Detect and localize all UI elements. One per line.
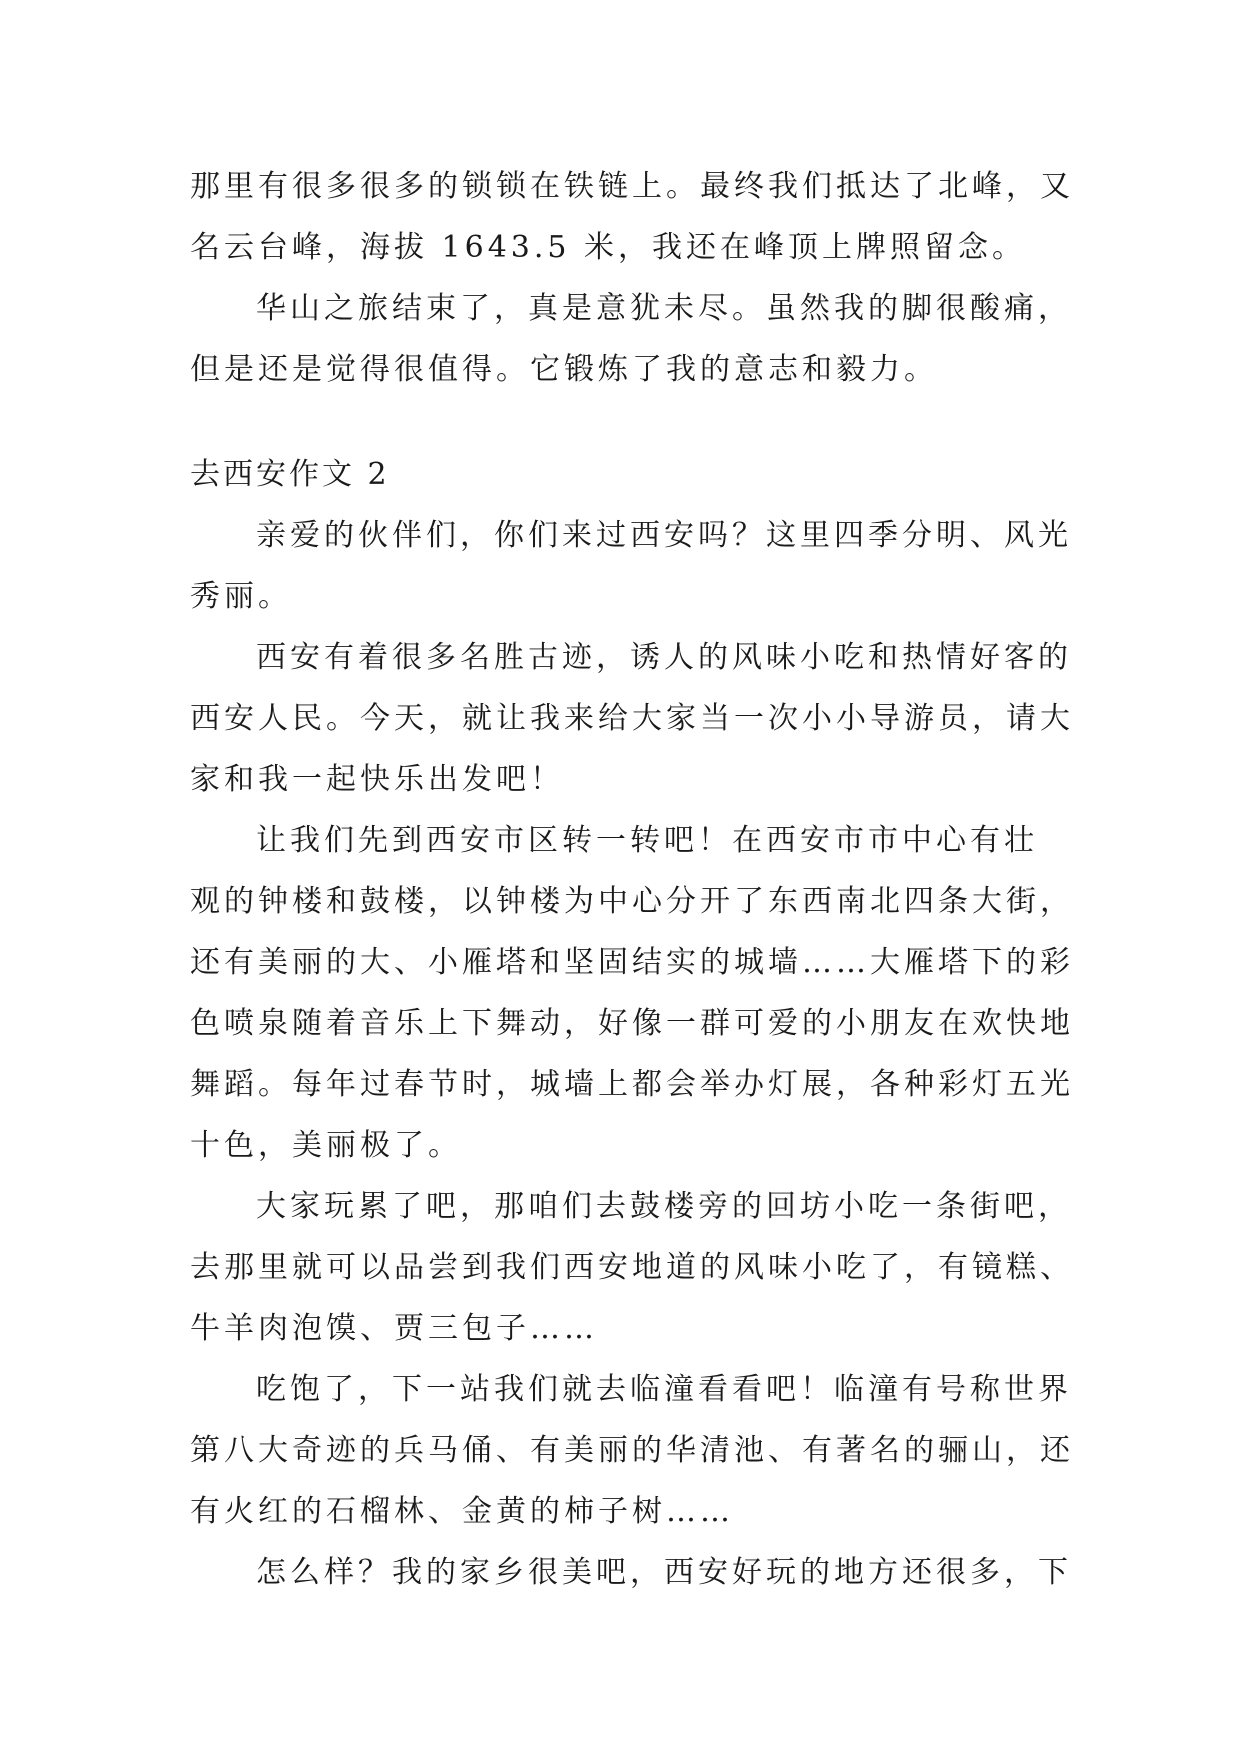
text-line: 但是还是觉得很值得。它锻炼了我的意志和毅力。 bbox=[190, 352, 938, 387]
text-line: 那里有很多很多的锁锁在铁链上。最终我们抵达了北峰，又 bbox=[190, 169, 1074, 204]
paragraph-city bbox=[190, 810, 1074, 1176]
text-line: 色喷泉随着音乐上下舞动，好像一群可爱的小朋友在欢快地 bbox=[190, 1006, 1074, 1041]
text-line: 牛羊肉泡馍、贾三包子…… bbox=[190, 1311, 598, 1346]
paragraph-closing bbox=[190, 1542, 1070, 1603]
paragraph-lintong bbox=[190, 1359, 1074, 1542]
paragraph-huashan-end bbox=[190, 278, 1070, 400]
document-body bbox=[190, 156, 1074, 1603]
text-line: 秀丽。 bbox=[190, 579, 292, 614]
text-line: 观的钟楼和鼓楼，以钟楼为中心分开了东西南北四条大街， bbox=[190, 884, 1074, 919]
text-line: 亲爱的伙伴们，你们来过西安吗？这里四季分明、风光 bbox=[256, 518, 1072, 553]
section-spacer bbox=[190, 400, 1070, 444]
text-line: 吃饱了，下一站我们就去临潼看看吧！临潼有号称世界 bbox=[256, 1372, 1072, 1407]
text-line: 让我们先到西安市区转一转吧！在西安市市中心有壮 bbox=[256, 823, 1038, 858]
text-line: 怎么样？我的家乡很美吧，西安好玩的地方还很多，下 bbox=[256, 1555, 1072, 1590]
text-line: 还有美丽的大、小雁塔和坚固结实的城墙……大雁塔下的彩 bbox=[190, 945, 1074, 980]
paragraph-lock-chain bbox=[190, 156, 1074, 278]
paragraph-sites bbox=[190, 627, 1074, 810]
section-title: 去西安作文 2 bbox=[190, 457, 390, 492]
text-line: 去那里就可以品尝到我们西安地道的风味小吃了，有镜糕、 bbox=[190, 1250, 1074, 1285]
paragraph-food bbox=[190, 1176, 1074, 1359]
text-line: 西安人民。今天，就让我来给大家当一次小小导游员，请大 bbox=[190, 701, 1074, 736]
text-line: 家和我一起快乐出发吧！ bbox=[190, 762, 564, 797]
text-line: 十色，美丽极了。 bbox=[190, 1128, 462, 1163]
text-line: 西安有着很多名胜古迹，诱人的风味小吃和热情好客的 bbox=[256, 640, 1072, 675]
text-line: 华山之旅结束了，真是意犹未尽。虽然我的脚很酸痛， bbox=[256, 291, 1072, 326]
text-line: 名云台峰，海拔 1643.5 米，我还在峰顶上牌照留念。 bbox=[190, 230, 1027, 265]
paragraph-intro bbox=[190, 505, 1070, 627]
text-line: 大家玩累了吧，那咱们去鼓楼旁的回坊小吃一条街吧， bbox=[256, 1189, 1072, 1224]
text-line: 有火红的石榴林、金黄的柿子树…… bbox=[190, 1494, 734, 1529]
text-line: 第八大奇迹的兵马俑、有美丽的华清池、有著名的骊山，还 bbox=[190, 1433, 1074, 1468]
text-line: 舞蹈。每年过春节时，城墙上都会举办灯展，各种彩灯五光 bbox=[190, 1067, 1074, 1102]
